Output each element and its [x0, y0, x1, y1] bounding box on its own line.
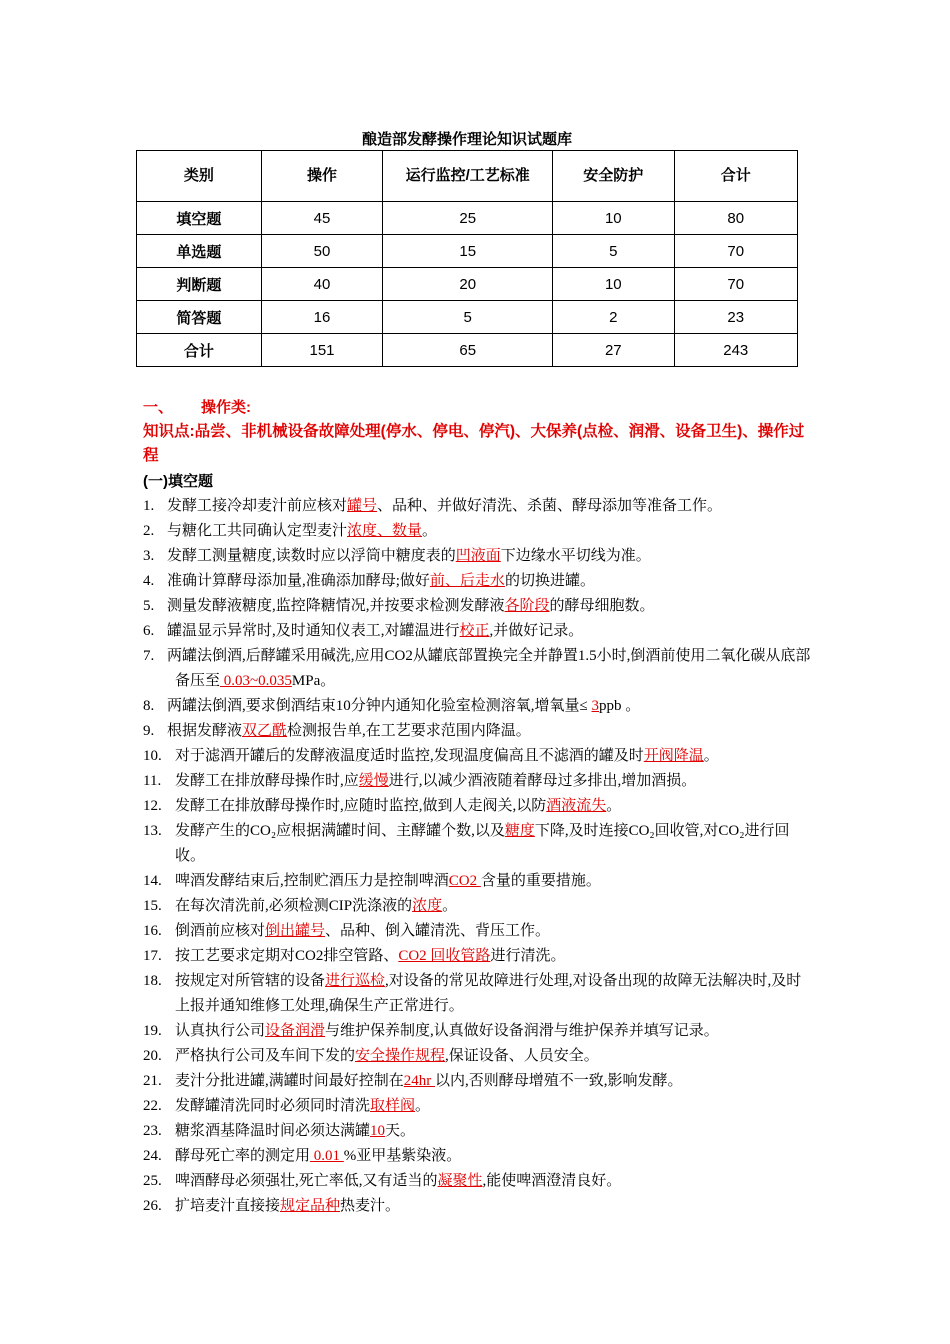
question-item: [143, 869, 813, 894]
question-number: 21.: [143, 1073, 162, 1089]
question-number: 19.: [143, 1023, 162, 1039]
table-cell: 45: [261, 202, 383, 235]
answer-blank: 开阀降温: [643, 748, 704, 764]
table-cell: 80: [674, 202, 797, 235]
question-text-end: ,能使啤酒澄清良好。: [482, 1173, 622, 1189]
question-number: 16.: [143, 923, 162, 939]
question-number: 17.: [143, 948, 162, 964]
question-item: [143, 1044, 813, 1069]
table-cell: 5: [383, 301, 553, 334]
question-text-end: 与维护保养制度,认真做好设备润滑与维护保养并填写记录。: [325, 1023, 719, 1039]
table-row: [137, 202, 798, 235]
question-text-end: 检测报告单,在工艺要求范围内降温。: [287, 723, 531, 739]
question-text-end: 进行清洗。: [490, 948, 566, 964]
table-header-cell: 安全防护: [553, 151, 674, 202]
question-number: 8.: [143, 698, 155, 714]
answer-blank: 各阶段: [504, 598, 550, 614]
answer-blank: CO2: [448, 873, 481, 889]
table-header-cell: 合计: [674, 151, 797, 202]
question-item: [143, 519, 813, 544]
question-item: [143, 919, 813, 944]
table-row: [137, 334, 798, 367]
question-number: 11.: [143, 773, 162, 789]
question-item: [143, 1194, 813, 1219]
answer-blank: 凹液面: [455, 548, 501, 564]
question-number: 22.: [143, 1098, 162, 1114]
question-text-end: 以内,否则酵母增殖不一致,影响发酵。: [435, 1073, 683, 1089]
question-text-end: ,对设备的常见故障进行处理,对设备出现的故障无法解决时,及时上报并通知维修工处理,确保生产正常进行。: [175, 973, 802, 1014]
question-item: [143, 594, 813, 619]
question-number: 5.: [143, 598, 155, 614]
question-item: [143, 644, 813, 694]
question-text: 按规定对所管辖的设备: [175, 973, 326, 989]
question-text: 发酵工接冷却麦汁前应核对: [167, 498, 348, 514]
question-item: [143, 794, 813, 819]
question-number: 18.: [143, 973, 162, 989]
answer-blank: 罐号: [347, 498, 378, 514]
question-text: 两罐法倒酒,后酵罐采用碱洗,应用CO2从罐底部置换完全并静置1.5小时,倒酒前使用二氧化碳从底部备压至: [167, 648, 811, 689]
table-cell: 151: [261, 334, 383, 367]
table-header-cell: 操作: [261, 151, 383, 202]
table-row-label: 判断题: [137, 268, 262, 301]
question-number: 14.: [143, 873, 162, 889]
question-number: 26.: [143, 1198, 162, 1214]
question-text: 在每次清洗前,必须检测CIP洗涤液的: [175, 898, 413, 914]
table-row: [137, 301, 798, 334]
table-cell: 10: [553, 268, 674, 301]
answer-blank: 凝聚性: [437, 1173, 483, 1189]
answer-blank: CO2 回收管路: [398, 948, 491, 964]
answer-blank: 24hr: [403, 1073, 436, 1089]
answer-blank: 酒液流失: [546, 798, 607, 814]
question-item: [143, 569, 813, 594]
table-cell: 40: [261, 268, 383, 301]
question-item: [143, 1019, 813, 1044]
question-text: 罐温显示异常时,及时通知仪表工,对罐温进行: [167, 623, 460, 639]
answer-blank: 倒出罐号: [265, 923, 326, 939]
question-text-end: 的酵母细胞数。: [549, 598, 655, 614]
table-cell: 50: [261, 235, 383, 268]
table-cell: 23: [674, 301, 797, 334]
question-item: [143, 694, 813, 719]
answer-blank: 设备润滑: [265, 1023, 326, 1039]
answer-blank: 安全操作规程: [355, 1048, 446, 1064]
table-cell: 15: [383, 235, 553, 268]
question-number: 15.: [143, 898, 162, 914]
question-text-end: 下降,及时连接CO₂回收管,对CO₂进行回收。: [175, 823, 790, 864]
question-item: [143, 719, 813, 744]
question-number: 2.: [143, 523, 155, 539]
question-number: 7.: [143, 648, 155, 664]
question-text: 啤酒发酵结束后,控制贮酒压力是控制啤酒: [175, 873, 449, 889]
question-text-end: 。: [606, 798, 622, 814]
table-row-label: 合计: [137, 334, 262, 367]
question-item: [143, 1144, 813, 1169]
question-text-end: 。: [703, 748, 719, 764]
question-text-end: 。: [442, 898, 458, 914]
question-text: 严格执行公司及车间下发的: [175, 1048, 356, 1064]
question-text: 按工艺要求定期对CO2排空管路、: [175, 948, 399, 964]
table-row-label: 填空题: [137, 202, 262, 235]
answer-blank: 3: [591, 698, 599, 714]
question-number: 20.: [143, 1048, 162, 1064]
table-header-row: [137, 151, 798, 202]
table-cell: 70: [674, 235, 797, 268]
question-text: 测量发酵液糖度,监控降糖情况,并按要求检测发酵液: [167, 598, 505, 614]
question-item: [143, 744, 813, 769]
answer-blank: 浓度: [412, 898, 443, 914]
answer-blank: 浓度、数量: [347, 523, 423, 539]
table-row-label: 单选题: [137, 235, 262, 268]
question-text: 发酵工在排放酵母操作时,应: [175, 773, 359, 789]
document-title: 酿造部发酵操作理论知识试题库: [361, 131, 572, 148]
answer-blank: 双乙酰: [242, 723, 288, 739]
table-cell: 70: [674, 268, 797, 301]
table-cell: 25: [383, 202, 553, 235]
question-list: [143, 494, 813, 1219]
question-text-end: 的切换进罐。: [504, 573, 595, 589]
table-cell: 243: [674, 334, 797, 367]
table-cell: 27: [553, 334, 674, 367]
answer-blank: 缓慢: [358, 773, 389, 789]
question-number: 23.: [143, 1123, 162, 1139]
question-text: 发酵产生的CO₂应根据满罐时间、主酵罐个数,以及: [175, 823, 505, 839]
question-number: 25.: [143, 1173, 162, 1189]
question-text-end: ,并做好记录。: [489, 623, 584, 639]
section-title: 操作类:: [201, 399, 251, 416]
question-text: 啤酒酵母必须强壮,死亡率低,又有适当的: [175, 1173, 438, 1189]
table-header-cell: 运行监控/工艺标准: [383, 151, 553, 202]
table-row: [137, 268, 798, 301]
answer-blank: 糖度: [504, 823, 535, 839]
table-row-label: 简答题: [137, 301, 262, 334]
fill-in-blank-heading: (一)填空题: [143, 473, 213, 490]
question-text-end: 进行,以减少酒液随着酵母过多排出,增加酒损。: [388, 773, 697, 789]
question-text: 认真执行公司: [175, 1023, 266, 1039]
question-text-end: 。: [422, 523, 438, 539]
question-text: 两罐法倒酒,要求倒酒结束10分钟内通知化验室检测溶氧,增氧量≤: [167, 698, 592, 714]
question-text: 糖浆酒基降温时间必须达满罐: [175, 1123, 371, 1139]
question-text: 倒酒前应核对: [175, 923, 266, 939]
table-cell: 5: [553, 235, 674, 268]
question-number: 4.: [143, 573, 155, 589]
question-item: [143, 1169, 813, 1194]
question-count-table: [136, 150, 798, 367]
question-text-end: 含量的重要措施。: [480, 873, 601, 889]
question-item: [143, 894, 813, 919]
answer-blank: 10: [370, 1123, 386, 1139]
question-item: [143, 1094, 813, 1119]
question-number: 24.: [143, 1148, 162, 1164]
question-item: [143, 819, 813, 869]
section-heading: [143, 396, 251, 417]
question-number: 9.: [143, 723, 155, 739]
answer-blank: 0.01: [310, 1148, 344, 1164]
table-cell: 65: [383, 334, 553, 367]
question-item: [143, 769, 813, 794]
question-text: 根据发酵液: [167, 723, 243, 739]
question-text-end: %亚甲基紫染液。: [343, 1148, 462, 1164]
table-header-cell: 类别: [137, 151, 262, 202]
knowledge-points: 知识点:品尝、非机械设备故障处理(停水、停电、停汽)、大保养(点检、润滑、设备卫生)、操作过程: [143, 423, 805, 464]
question-text-end: 、品种、并做好清洗、杀菌、酵母添加等准备工作。: [377, 498, 723, 514]
answer-blank: 规定品种: [280, 1198, 341, 1214]
question-text: 与糖化工共同确认定型麦汁: [167, 523, 348, 539]
question-text-end: 热麦汁。: [340, 1198, 401, 1214]
question-text-end: MPa。: [291, 673, 336, 689]
question-number: 6.: [143, 623, 155, 639]
question-text: 对于滤酒开罐后的发酵液温度适时监控,发现温度偏高且不滤酒的罐及时: [175, 748, 644, 764]
question-item: [143, 944, 813, 969]
answer-blank: 校正: [459, 623, 490, 639]
question-item: [143, 969, 813, 1019]
question-item: [143, 1119, 813, 1144]
answer-blank: 0.03~0.035: [220, 673, 292, 689]
question-item: [143, 619, 813, 644]
question-item: [143, 494, 813, 519]
question-number: 12.: [143, 798, 162, 814]
question-text-end: ppb 。: [599, 698, 641, 714]
table-row: [137, 235, 798, 268]
question-text: 准确计算酵母添加量,准确添加酵母;做好: [167, 573, 430, 589]
question-text: 发酵罐清洗同时必须同时清洗: [175, 1098, 371, 1114]
answer-blank: 取样阀: [370, 1098, 416, 1114]
question-text-end: ,保证设备、人员安全。: [445, 1048, 599, 1064]
question-text-end: 下边缘水平切线为准。: [500, 548, 651, 564]
question-text: 酵母死亡率的测定用: [175, 1148, 311, 1164]
question-text-end: 天。: [385, 1123, 416, 1139]
question-text: 麦汁分批进罐,满罐时间最好控制在: [175, 1073, 404, 1089]
question-text-end: 。: [415, 1098, 431, 1114]
question-text: 发酵工在排放酵母操作时,应随时监控,做到人走阀关,以防: [175, 798, 547, 814]
table-cell: 2: [553, 301, 674, 334]
answer-blank: 进行巡检: [325, 973, 386, 989]
answer-blank: 前、后走水: [429, 573, 505, 589]
table-cell: 16: [261, 301, 383, 334]
question-number: 1.: [143, 498, 155, 514]
question-number: 13.: [143, 823, 162, 839]
table-cell: 10: [553, 202, 674, 235]
section-number: 一、: [143, 399, 174, 416]
question-item: [143, 1069, 813, 1094]
question-number: 3.: [143, 548, 155, 564]
question-text-end: 、品种、倒入罐清洗、背压工作。: [325, 923, 551, 939]
question-item: [143, 544, 813, 569]
question-text: 扩培麦汁直接接: [175, 1198, 281, 1214]
question-text: 发酵工测量糖度,读数时应以浮筒中糖度表的: [167, 548, 456, 564]
table-cell: 20: [383, 268, 553, 301]
question-number: 10.: [143, 748, 162, 764]
